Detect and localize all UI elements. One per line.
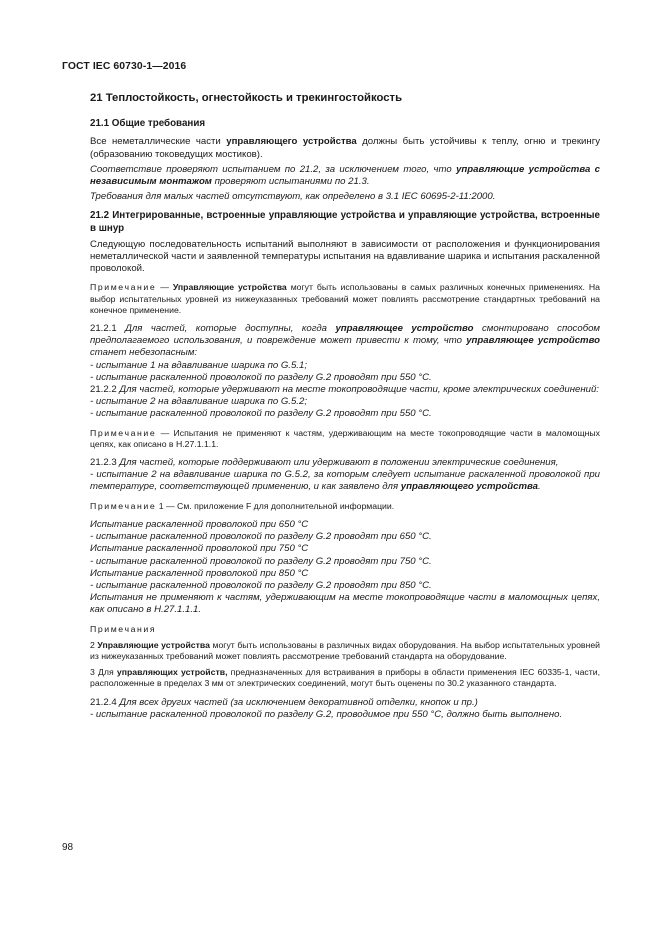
glow-wire-650-heading: Испытание раскаленной проволокой при 650 °C (90, 518, 309, 530)
note-label: Примечание (90, 500, 157, 511)
text-span: Соответствие проверяют испытанием по 21.2, за исключением того, что (90, 163, 457, 175)
glow-wire-750-item: - испытание раскаленной проволокой по разделу G.2 проводят при 750 °C. (90, 555, 432, 567)
subsection-21-2-title: 21.2 Интегрированные, встроенные управляющие устройства и управляющие устройства, встроенные в шнур (90, 210, 600, 234)
note-label: Примечание (90, 427, 157, 438)
paragraph-21-2-4 (90, 697, 600, 709)
standard-code-header: ГОСТ IEC 60730-1—2016 (62, 61, 187, 72)
note-21-2 (90, 282, 600, 316)
note-label: Примечание (90, 282, 157, 293)
paragraph-21-1-1 (90, 136, 600, 160)
term-control: Управляющие устройства (97, 639, 210, 650)
term-control: управляющее устройство (466, 335, 600, 347)
clause-number: 21.2.3 (90, 457, 120, 469)
list-item: - испытание 1 на вдавливание шарика по G.5.1; (90, 359, 307, 371)
term-control-independent: управляющие устройства с независимым монтажом (90, 163, 601, 188)
text-span: проверяют испытаниями по 21.3. (211, 176, 370, 188)
paragraph-21-2-1: Следующую последовательность испытаний выполняют в зависимости от расположения и функционирования неметаллической части и заявленной температуры испытания на вдавливание шарика и испытания раскаленной проволокой. (90, 238, 600, 275)
text-span: Для частей, которые поддерживают или удерживают в положении электрические соединения, (119, 457, 559, 469)
text-span: Для всех других частей (за исключением декоративной отделки, кнопок и пр.) (119, 696, 478, 708)
clause-number: 21.2.1 (90, 323, 126, 335)
text-span: должны быть устойчивы к теплу, огню и трекингу (образованию токоведущих мостиков). (90, 136, 600, 160)
text-span: предназначенных для встраивания в приборы в области применения IEC 60335-1, части, расположенные в пределах 3 мм от электрических соединений, могут быть оценены по 30.2 указанного стандарта. (90, 667, 600, 689)
text-span: смонтировано способом предполагаемого использования, и повреждение может привести к тому, что (90, 323, 601, 347)
text-span: могут быть использованы в самых различных конечных применениях. На выбор испытательных уровней из нижеуказанных требований может повлиять рассмотрение стандартных требований на конечное применение. (90, 282, 601, 315)
list-item: - испытание 2 на вдавливание шарика по G.5.2; (90, 396, 307, 408)
term-control: управляющее устройство (335, 323, 474, 335)
text-span: . (538, 481, 541, 493)
text-span: могут быть использованы в различных видах оборудования. На выбор испытательных уровней из нижеуказанных требований может повлиять рассмотрение требований стандарта на оборудование. (90, 639, 600, 661)
note-3 (90, 667, 600, 689)
list-item: - испытание раскаленной проволокой по разделу G.2, проводимое при 550 °C, должно быть выполнено. (90, 708, 563, 720)
text-span: — Испытания не применяют к частям, удерживающим на месте токопроводящие части в маломощных цепях, как описано в H.27.1.1.1. (90, 427, 600, 449)
list-item (90, 469, 600, 493)
text-span: — (156, 282, 173, 293)
clause-number: 21.2.4 (90, 696, 120, 708)
paragraph-21-2-3 (90, 457, 600, 469)
glow-wire-850-item: - испытание раскаленной проволокой по разделу G.2 проводят при 850 °C. (90, 579, 432, 591)
term-control: управляющего устройства (226, 136, 357, 148)
text-span: - испытание 2 на вдавливание шарика по G.5.2, за которым следует испытание раскаленной проволокой при температуре, соответствующей применению, и как заявлено для (90, 469, 600, 493)
text-span: 1 — См. приложение F для дополнительной информации. (156, 500, 395, 511)
list-item: - испытание раскаленной проволокой по разделу G.2 проводят при 550 °C. (90, 408, 432, 420)
glow-wire-exclusion: Испытания не применяют к частям, удерживающим на месте токопроводящие части в маломощных цепях, как описано в H.27.1.1.1. (90, 592, 600, 616)
clause-number: 21.2.2 (90, 384, 120, 396)
paragraph-21-2-1-item (90, 323, 600, 360)
text-span: 2 (90, 639, 98, 650)
list-item: - испытание раскаленной проволокой по разделу G.2 проводят при 550 °C. (90, 371, 432, 383)
paragraph-21-2-2 (90, 384, 600, 396)
section-title: 21 Теплостойкость, огнестойкость и трекингостойкость (90, 92, 403, 104)
subsection-21-1-title: 21.1 Общие требования (90, 118, 206, 130)
glow-wire-850-heading: Испытание раскаленной проволокой при 850 °C (90, 567, 309, 579)
paragraph-21-1-3: Требования для малых частей отсутствуют, как определено в 3.1 IEC 60695-2-11:2000. (90, 191, 496, 203)
notes-label: Примечания (90, 623, 157, 634)
text-span: станет небезопасным: (90, 347, 198, 359)
text-span: Все неметаллические части (90, 136, 227, 148)
glow-wire-750-heading: Испытание раскаленной проволокой при 750 °C (90, 543, 309, 555)
term-control: Управляющие устройства (172, 282, 287, 293)
note-21-2-2 (90, 428, 600, 450)
note-2 (90, 640, 600, 662)
text-span: Для частей, которые удерживают на месте токопроводящие части, кроме электрических соединений: (119, 384, 599, 396)
text-span: Для частей, которые доступны, когда (125, 323, 336, 335)
page-number: 98 (62, 842, 74, 853)
note-21-2-3 (90, 501, 600, 512)
paragraph-21-1-2 (90, 164, 600, 188)
term-control: управляющего устройства (400, 481, 538, 493)
page-content (90, 92, 600, 721)
text-span: 3 Для (90, 667, 117, 678)
glow-wire-650-item: - испытание раскаленной проволокой по разделу G.2 проводят при 650 °C. (90, 531, 432, 543)
term-control: управляющих устройств, (116, 667, 228, 678)
